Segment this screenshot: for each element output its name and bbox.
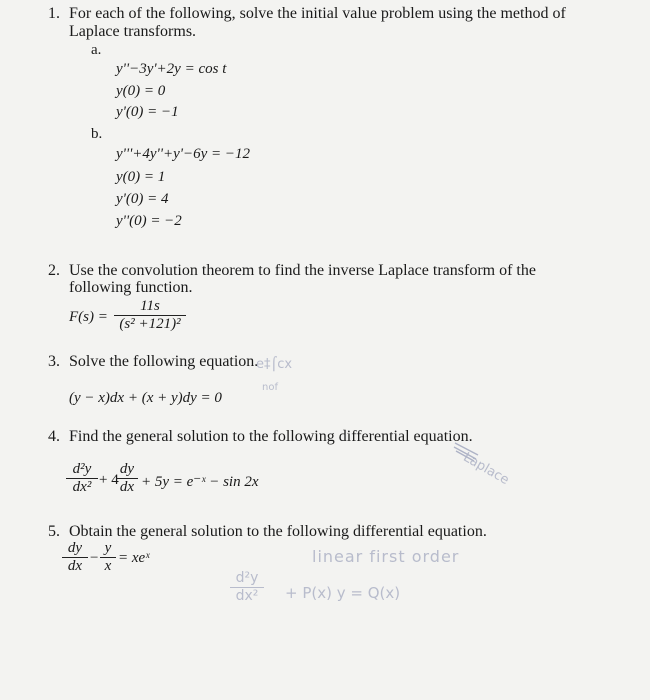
q5-handwritten-frac-num: d²y bbox=[230, 570, 264, 588]
q4-equation-rest: + 5y = e⁻ˣ − sin 2x bbox=[141, 474, 259, 490]
q5-equation-rest: = xeˣ bbox=[118, 550, 150, 566]
q1b-initial-ddy0: y''(0) = −2 bbox=[116, 213, 182, 229]
q1b-equation: y'''+4y''+y'−6y = −12 bbox=[116, 146, 250, 162]
q1b-initial-y0: y(0) = 1 bbox=[116, 169, 166, 185]
q3-equation: (y − x)dx + (x + y)dy = 0 bbox=[69, 390, 222, 406]
q5-handwritten-equation: + P(x) y = Q(x) bbox=[285, 584, 401, 602]
q2-numerator: 11s bbox=[114, 298, 186, 316]
q1-number: 1. bbox=[48, 5, 60, 22]
q2-denominator: (s² +121)² bbox=[119, 316, 181, 332]
q5-minus: − bbox=[90, 550, 99, 566]
q1a-label: a. bbox=[91, 42, 102, 58]
q4-fraction-dy-den: dx bbox=[119, 479, 135, 495]
q5-fraction-y-den: x bbox=[104, 558, 112, 574]
q1-text-line2: Laplace transforms. bbox=[69, 23, 197, 40]
q4-text: Find the general solution to the following differential equation. bbox=[69, 428, 473, 445]
q5-handwritten-frac-den: dx² bbox=[235, 588, 259, 604]
q5-fraction-dy-num: dy bbox=[62, 540, 88, 558]
q1-text-line1: For each of the following, solve the initial value problem using the method of bbox=[69, 5, 566, 22]
q1a-initial-dy0: y'(0) = −1 bbox=[116, 104, 179, 120]
q5-fraction-dy-dx bbox=[62, 540, 88, 575]
q2-text-line1: Use the convolution theorem to find the inverse Laplace transform of the bbox=[69, 262, 536, 279]
q2-text-line2: following function. bbox=[69, 279, 193, 296]
q3-number: 3. bbox=[48, 353, 60, 370]
q5-fraction-y-num: y bbox=[100, 540, 116, 558]
q5-text: Obtain the general solution to the following differential equation. bbox=[69, 523, 487, 540]
q4-fraction-d2y-den: dx² bbox=[72, 479, 92, 495]
q5-handwritten-fraction bbox=[230, 570, 264, 605]
q2-fraction bbox=[114, 298, 186, 333]
q5-fraction-dy-den: dx bbox=[67, 558, 83, 574]
q3-handwritten-note: e‡⌠cx bbox=[256, 357, 293, 372]
q1a-initial-y0: y(0) = 0 bbox=[116, 83, 166, 99]
q5-number: 5. bbox=[48, 523, 60, 540]
q4-plus-4: + 4 bbox=[99, 472, 119, 488]
q1a-equation: y''−3y'+2y = cos t bbox=[116, 61, 227, 77]
q4-fraction-dy-num: dy bbox=[116, 461, 138, 479]
q4-fraction-d2y bbox=[66, 461, 98, 496]
q1b-label: b. bbox=[91, 126, 103, 142]
q4-number: 4. bbox=[48, 428, 60, 445]
q5-handwritten-linear-first-order: linear first order bbox=[312, 547, 460, 566]
q3-handwritten-note-2: nof bbox=[262, 382, 278, 393]
q1b-initial-dy0: y'(0) = 4 bbox=[116, 191, 169, 207]
q2-number: 2. bbox=[48, 262, 60, 279]
q2-lhs: F(s) = bbox=[69, 309, 108, 325]
q4-handwritten-note: Laplace bbox=[460, 450, 512, 489]
q5-fraction-y-x bbox=[100, 540, 116, 575]
q3-text: Solve the following equation. bbox=[69, 353, 259, 370]
q4-fraction-d2y-num: d²y bbox=[66, 461, 98, 479]
q4-fraction-dy bbox=[116, 461, 138, 496]
q4-scribble-mark bbox=[452, 437, 482, 463]
